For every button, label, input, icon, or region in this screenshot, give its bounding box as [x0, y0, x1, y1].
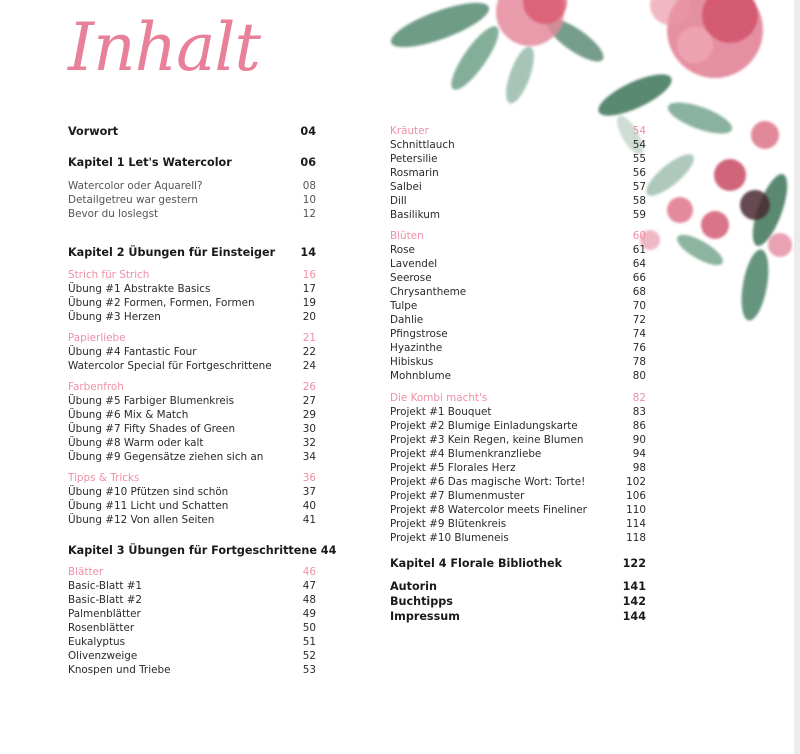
toc-left-column: [68, 124, 337, 677]
toc-entry-title: Projekt #3 Kein Regen, keine Blumen: [390, 434, 584, 446]
toc-chapter-row: [68, 245, 316, 260]
toc-page-number: 06: [300, 156, 316, 169]
toc-right-column: [390, 124, 646, 624]
toc-entry-title: Pfingstrose: [390, 328, 448, 340]
toc-entry: [68, 310, 316, 324]
toc-entry-title: Salbei: [390, 181, 422, 193]
toc-entry: [390, 299, 646, 313]
toc-page-number: 27: [302, 395, 316, 407]
toc-page-number: 47: [302, 580, 316, 592]
toc-entry-title: Olivenzweige: [68, 650, 138, 662]
toc-page-number: 78: [632, 356, 646, 368]
toc-entry-title: Übung #9 Gegensätze ziehen sich an: [68, 451, 264, 463]
toc-entry: [390, 327, 646, 341]
toc-page-number: 83: [632, 406, 646, 418]
toc-page-number: 49: [302, 608, 316, 620]
toc-page-number: 54: [632, 125, 646, 137]
toc-page-number: 08: [302, 180, 316, 192]
toc-page-number: 122: [622, 557, 646, 570]
toc-entry: [68, 207, 316, 221]
toc-entry-title: Watercolor Special für Fortgeschrittene: [68, 360, 272, 372]
toc-page-number: 114: [626, 518, 646, 530]
toc-page-number: 141: [622, 580, 646, 593]
toc-page-number: 32: [302, 437, 316, 449]
toc-entry-title: Vorwort: [68, 125, 119, 138]
toc-page-number: 17: [302, 283, 316, 295]
toc-entry-title: Projekt #2 Blumige Einladungskarte: [390, 420, 578, 432]
toc-entry: [68, 408, 316, 422]
toc-entry: [68, 193, 316, 207]
toc-entry: [68, 359, 316, 373]
toc-entry-title: Basic-Blatt #2: [68, 594, 143, 606]
toc-chapter-row: [390, 579, 646, 594]
toc-page-number: 54: [632, 139, 646, 151]
toc-chapter-row: [68, 124, 316, 139]
toc-entry-title: Eukalyptus: [68, 636, 126, 648]
toc-entry-title: Projekt #9 Blütenkreis: [390, 518, 507, 530]
toc-page-number: 66: [632, 272, 646, 284]
toc-entry: [68, 621, 316, 635]
toc-entry-title: Projekt #4 Blumenkranzliebe: [390, 448, 542, 460]
toc-entry: [68, 649, 316, 663]
toc-page-number: 76: [632, 342, 646, 354]
toc-page-number: 14: [300, 246, 316, 259]
toc-section-heading: [68, 268, 316, 282]
toc-spacer: [68, 170, 316, 179]
toc-page-number: 102: [626, 476, 646, 488]
toc-page-number: 68: [632, 286, 646, 298]
toc-page-number: 72: [632, 314, 646, 326]
toc-page-number: 24: [302, 360, 316, 372]
toc-entry-title: Übung #5 Farbiger Blumenkreis: [68, 395, 235, 407]
toc-page-number: 46: [302, 566, 316, 578]
toc-spacer: [68, 260, 316, 268]
toc-entry-title: Tipps & Tricks: [68, 472, 140, 484]
toc-spacer: [390, 383, 646, 391]
toc-chapter-row: [390, 594, 646, 609]
toc-page-number: 16: [302, 269, 316, 281]
toc-entry: [390, 208, 646, 222]
toc-entry-title: Impressum: [390, 610, 460, 623]
toc-page-number: 55: [632, 153, 646, 165]
toc-entry-title: Blätter: [68, 566, 104, 578]
page-title: Inhalt: [68, 9, 261, 86]
toc-page-number: 53: [302, 664, 316, 676]
toc-page-number: 19: [302, 297, 316, 309]
toc-entry-title: Projekt #5 Florales Herz: [390, 462, 516, 474]
toc-entry: [68, 485, 316, 499]
toc-page-number: 61: [632, 244, 646, 256]
toc-entry-title: Knospen und Triebe: [68, 664, 171, 676]
toc-page-number: 64: [632, 258, 646, 270]
toc-entry: [390, 355, 646, 369]
toc-entry-title: Watercolor oder Aquarell?: [68, 180, 203, 192]
toc-page-number: 26: [302, 381, 316, 393]
toc-entry: [390, 243, 646, 257]
toc-entry: [68, 450, 316, 464]
toc-page-number: 37: [302, 486, 316, 498]
toc-spacer: [68, 373, 316, 380]
toc-spacer: [68, 527, 316, 543]
toc-entry-title: Buchtipps: [390, 595, 453, 608]
toc-spacer: [390, 571, 646, 579]
toc-entry-title: Mohnblume: [390, 370, 452, 382]
toc-page-number: 74: [632, 328, 646, 340]
toc-section-heading: [68, 565, 316, 579]
toc-chapter-row: [390, 556, 646, 571]
toc-chapter-row: [68, 543, 337, 558]
toc-entry-title: Übung #3 Herzen: [68, 311, 161, 323]
toc-section-heading: [68, 331, 316, 345]
toc-entry-title: Dahlie: [390, 314, 424, 326]
toc-entry-title: Projekt #7 Blumenmuster: [390, 490, 525, 502]
toc-page-number: 60: [632, 230, 646, 242]
toc-entry-title: Projekt #6 Das magische Wort: Torte!: [390, 476, 586, 488]
toc-entry: [68, 607, 316, 621]
toc-entry-title: Übung #10 Pfützen sind schön: [68, 486, 229, 498]
toc-entry: [390, 369, 646, 383]
toc-entry: [68, 296, 316, 310]
toc-entry-title: Rosenblätter: [68, 622, 135, 634]
toc-entry-title: Kapitel 4 Florale Bibliothek: [390, 557, 563, 570]
toc-page-number: 90: [632, 434, 646, 446]
toc-entry: [390, 503, 646, 517]
toc-page-number: 10: [302, 194, 316, 206]
toc-spacer: [68, 558, 316, 565]
toc-spacer: [390, 222, 646, 229]
toc-page-number: 48: [302, 594, 316, 606]
toc-page-number: 144: [622, 610, 646, 623]
toc-entry-title: Übung #6 Mix & Match: [68, 409, 189, 421]
toc-entry-title: Tulpe: [390, 300, 418, 312]
toc-entry: [68, 593, 316, 607]
toc-entry-title: Seerose: [390, 272, 432, 284]
toc-entry-title: Übung #7 Fifty Shades of Green: [68, 423, 236, 435]
toc-page-number: 20: [302, 311, 316, 323]
toc-page-number: 58: [632, 195, 646, 207]
toc-entry: [390, 531, 646, 545]
toc-entry-title: Übung #8 Warm oder kalt: [68, 437, 204, 449]
toc-page-number: 70: [632, 300, 646, 312]
toc-entry: [390, 138, 646, 152]
toc-entry-title: Palmenblätter: [68, 608, 141, 620]
toc-page-number: 57: [632, 181, 646, 193]
toc-entry: [68, 635, 316, 649]
toc-entry: [390, 271, 646, 285]
toc-entry: [390, 489, 646, 503]
toc-page-number: 142: [622, 595, 646, 608]
toc-entry-title: Bevor du loslegst: [68, 208, 159, 220]
toc-entry: [390, 461, 646, 475]
toc-entry: [390, 285, 646, 299]
toc-entry: [68, 513, 316, 527]
toc-entry-title: Petersilie: [390, 153, 438, 165]
toc-entry-title: Lavendel: [390, 258, 438, 270]
toc-page-number: 94: [632, 448, 646, 460]
toc-section-heading: [390, 391, 646, 405]
toc-entry-title: Kapitel 2 Übungen für Einsteiger: [68, 246, 276, 259]
toc-entry: [68, 663, 316, 677]
toc-page-number: 82: [632, 392, 646, 404]
toc-page-number: 51: [302, 636, 316, 648]
toc-section-heading: [68, 471, 316, 485]
toc-entry-title: Rose: [390, 244, 415, 256]
toc-entry: [390, 313, 646, 327]
toc-section-heading: [68, 380, 316, 394]
toc-page-number: 118: [626, 532, 646, 544]
toc-spacer: [68, 464, 316, 471]
toc-entry-title: Übung #4 Fantastic Four: [68, 346, 197, 358]
toc-entry: [390, 475, 646, 489]
toc-entry-title: Blüten: [390, 230, 424, 242]
toc-entry-title: Projekt #10 Blumeneis: [390, 532, 509, 544]
toc-entry: [390, 517, 646, 531]
toc-page-number: 106: [626, 490, 646, 502]
toc-entry-title: Die Kombi macht's: [390, 392, 488, 404]
toc-page-number: 12: [302, 208, 316, 220]
toc-page-number: 41: [302, 514, 316, 526]
toc-entry: [68, 436, 316, 450]
toc-entry: [68, 579, 316, 593]
toc-spacer: [68, 221, 316, 245]
toc-page-number: 34: [302, 451, 316, 463]
toc-entry-title: Übung #11 Licht und Schatten: [68, 500, 229, 512]
toc-entry: [68, 394, 316, 408]
toc-entry: [68, 499, 316, 513]
toc-entry-title: Kräuter: [390, 125, 429, 137]
toc-entry-title: Detailgetreu war gestern: [68, 194, 198, 206]
toc-entry-title: Projekt #1 Bouquet: [390, 406, 492, 418]
toc-entry: [390, 152, 646, 166]
toc-entry: [68, 345, 316, 359]
toc-entry: [390, 419, 646, 433]
toc-page-number: 80: [632, 370, 646, 382]
toc-entry: [68, 282, 316, 296]
toc-page-number: 110: [626, 504, 646, 516]
toc-entry-title: Hyazinthe: [390, 342, 443, 354]
toc-entry-title: Hibiskus: [390, 356, 434, 368]
toc-entry: [390, 257, 646, 271]
toc-entry-title: Autorin: [390, 580, 437, 593]
toc-entry: [390, 405, 646, 419]
toc-entry-title: Basilikum: [390, 209, 440, 221]
toc-entry: [390, 433, 646, 447]
toc-entry-title: Basic-Blatt #1: [68, 580, 143, 592]
toc-chapter-row: [390, 609, 646, 624]
toc-entry-title: Projekt #8 Watercolor meets Fineliner: [390, 504, 587, 516]
toc-entry-title: Übung #12 Von allen Seiten: [68, 514, 215, 526]
toc-spacer: [68, 139, 316, 155]
toc-entry-title: Farbenfroh: [68, 381, 124, 393]
toc-chapter-row: [68, 155, 316, 170]
toc-entry-title: Übung #2 Formen, Formen, Formen: [68, 297, 255, 309]
toc-entry: [68, 179, 316, 193]
toc-page-number: 30: [302, 423, 316, 435]
toc-entry-title: Strich für Strich: [68, 269, 150, 281]
toc-entry-title: Chrysantheme: [390, 286, 467, 298]
toc-entry: [390, 341, 646, 355]
toc-entry: [390, 194, 646, 208]
toc-spacer: [68, 324, 316, 331]
toc-entry-title: Rosmarin: [390, 167, 439, 179]
toc-entry: [390, 180, 646, 194]
toc-entry: [390, 447, 646, 461]
toc-page-number: 21: [302, 332, 316, 344]
toc-entry: [68, 422, 316, 436]
toc-page-number: 50: [302, 622, 316, 634]
toc-entry-title: Übung #1 Abstrakte Basics: [68, 283, 211, 295]
toc-page-number: 29: [302, 409, 316, 421]
toc-page-number: 52: [302, 650, 316, 662]
toc-entry-title: Kapitel 1 Let's Watercolor: [68, 156, 232, 169]
toc-section-heading: [390, 229, 646, 243]
toc-page-number: 40: [302, 500, 316, 512]
toc-page-number: 36: [302, 472, 316, 484]
toc-spacer: [390, 545, 646, 556]
toc-page-number: 04: [300, 125, 316, 138]
toc-entry: [390, 166, 646, 180]
toc-page-number: 86: [632, 420, 646, 432]
toc-page-number: 59: [632, 209, 646, 221]
toc-page-number: 22: [302, 346, 316, 358]
toc-page-number: 98: [632, 462, 646, 474]
toc-page-number: 56: [632, 167, 646, 179]
toc-entry-title: Papierliebe: [68, 332, 126, 344]
toc-entry-title: Schnittlauch: [390, 139, 455, 151]
toc-section-heading: [390, 124, 646, 138]
page-edge: [794, 0, 800, 754]
toc-entry-title: Kapitel 3 Übungen für Fortgeschrittene 44: [68, 544, 337, 557]
toc-entry-title: Dill: [390, 195, 407, 207]
